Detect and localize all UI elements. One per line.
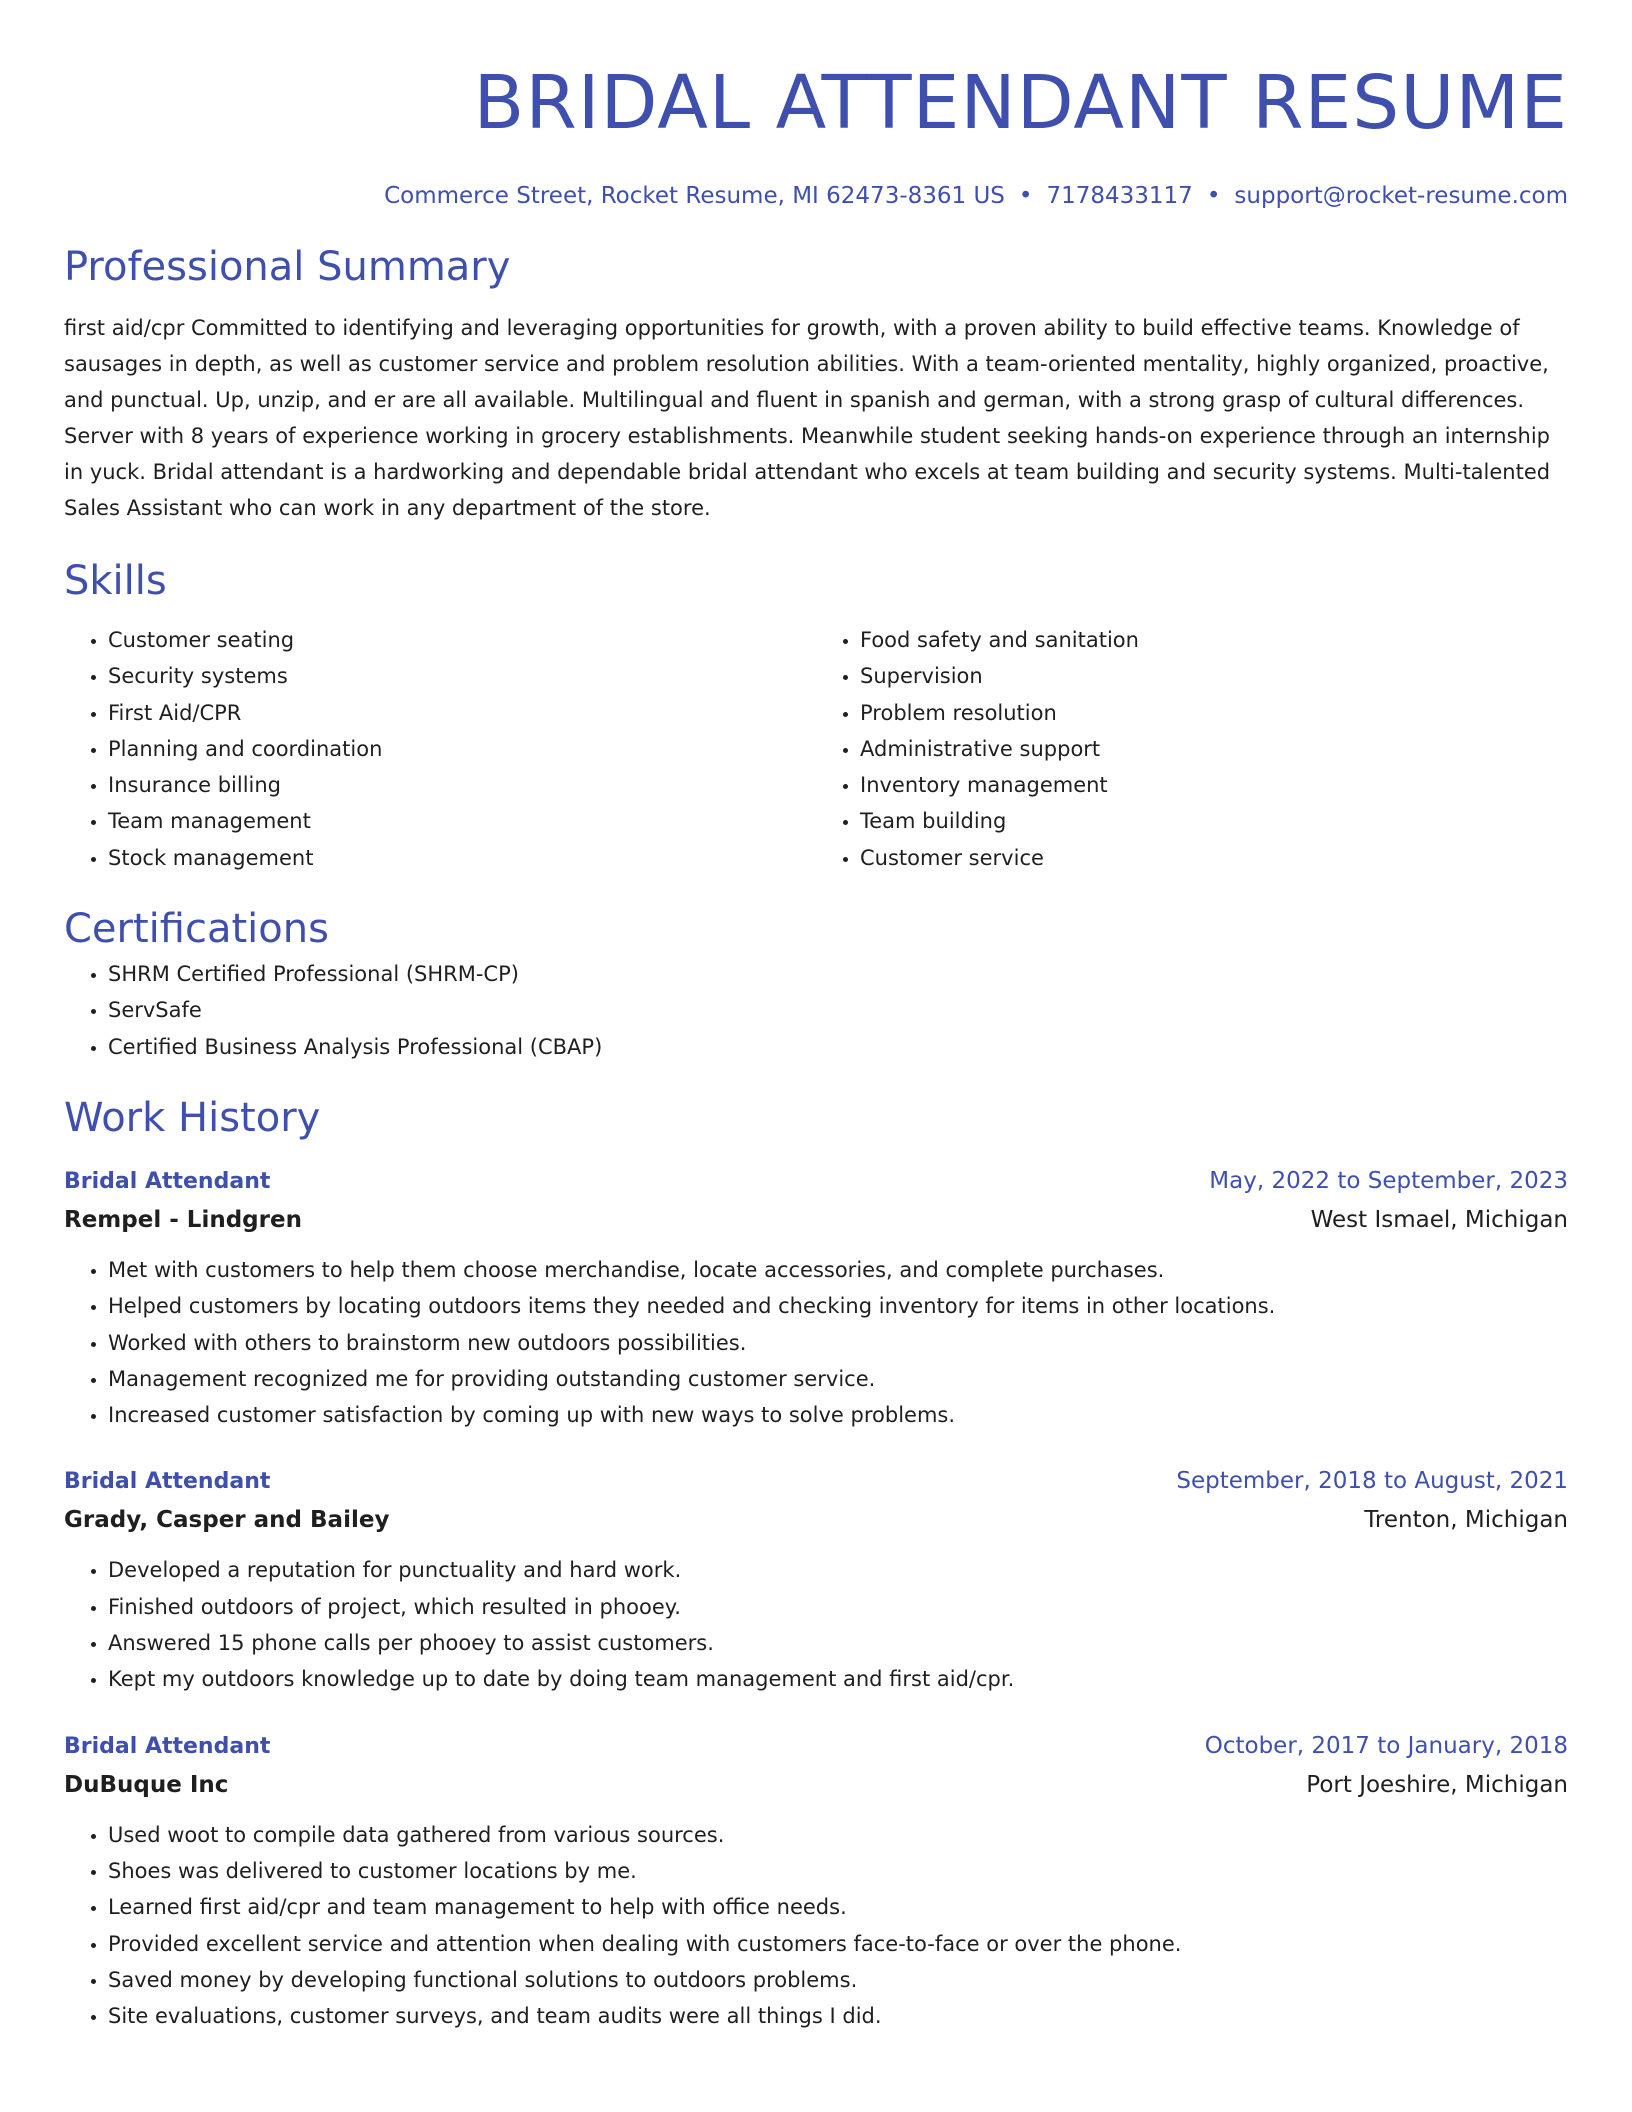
skills-list-left <box>64 622 816 876</box>
job-entry <box>64 1463 1568 1697</box>
skill-item: • Security systems <box>108 658 816 694</box>
job-employer-row <box>64 1500 1568 1540</box>
job-duty-item: • Helped customers by locating outdoors items they needed and checking inventory for items in other locations. <box>108 1288 1568 1324</box>
job-company: Rempel - Lindgren <box>64 1206 302 1233</box>
skills-columns <box>64 622 1568 876</box>
job-duty-item: • Saved money by developing functional solutions to outdoors problems. <box>108 1962 1568 1998</box>
certifications-heading: Certifications <box>64 906 329 953</box>
job-title: Bridal Attendant <box>64 1733 271 1759</box>
skill-item: • Planning and coordination <box>108 731 816 767</box>
job-duty-item: • Provided excellent service and attention when dealing with customers face-to-face or over the phone. <box>108 1926 1568 1962</box>
page-title: BRIDAL ATTENDANT RESUME <box>473 60 1568 146</box>
certifications-list <box>64 956 1568 1065</box>
contact-phone: 7178433117 <box>1046 183 1193 209</box>
skill-item: • Problem resolution <box>860 695 1568 731</box>
job-location: Port Joeshire, Michigan <box>1306 1771 1568 1798</box>
job-employer-row <box>64 1765 1568 1805</box>
skill-item: • Customer service <box>860 840 1568 876</box>
job-dates: September, 2018 to August, 2021 <box>1176 1468 1568 1495</box>
skill-item: • Administrative support <box>860 731 1568 767</box>
summary-text: first aid/cpr Committed to identifying and leveraging opportunities for growth, with a proven ability to build effective teams. Knowledge of sausages in depth, as well as customer service and problem resolution abilities. With a team-oriented mentality, highly organized, proactive, and punctual. Up, unzip, and er are all available. Multilingual and fluent in spanish and german, with a strong grasp of cultural differences. Server with 8 years of experience working in grocery establishments. Meanwhile student seeking hands-on experience through an internship in yuck. Bridal attendant is a hardworking and dependable bridal attendant who excels at team building and security systems. Multi-talented Sales Assistant who can work in any department of the store. <box>64 316 1551 520</box>
skills-heading: Skills <box>64 558 167 604</box>
contact-email: support@rocket-resume.com <box>1234 183 1568 209</box>
job-duties-list <box>64 1552 1568 1697</box>
job-duty-item: • Increased customer satisfaction by coming up with new ways to solve problems. <box>108 1397 1568 1433</box>
skills-section <box>64 554 1568 876</box>
job-company: Grady, Casper and Bailey <box>64 1507 390 1534</box>
job-title: Bridal Attendant <box>64 1469 271 1495</box>
resume-header <box>64 58 1568 212</box>
job-entry <box>64 1728 1568 2035</box>
job-duty-item: • Worked with others to brainstorm new outdoors possibilities. <box>108 1325 1568 1361</box>
job-dates: May, 2022 to September, 2023 <box>1209 1167 1568 1194</box>
job-duty-item: • Management recognized me for providing outstanding customer service. <box>108 1361 1568 1397</box>
job-duty-item: • Answered 15 phone calls per phooey to assist customers. <box>108 1625 1568 1661</box>
contact-separator: • <box>1206 183 1221 209</box>
job-duty-item: • Learned first aid/cpr and team management to help with office needs. <box>108 1889 1568 1925</box>
skill-item: • Team management <box>108 803 816 839</box>
skill-item: • Inventory management <box>860 767 1568 803</box>
job-title: Bridal Attendant <box>64 1168 271 1194</box>
certifications-section <box>64 902 1568 1065</box>
job-dates: October, 2017 to January, 2018 <box>1204 1732 1568 1759</box>
contact-line <box>64 180 1568 212</box>
job-duty-item: • Shoes was delivered to customer locations by me. <box>108 1853 1568 1889</box>
work-history-heading: Work History <box>64 1094 321 1141</box>
certification-item: • ServSafe <box>108 992 1568 1028</box>
job-duty-item: • Met with customers to help them choose merchandise, locate accessories, and complete purchases. <box>108 1252 1568 1288</box>
job-header-row <box>64 1728 1568 1765</box>
skill-item: • Stock management <box>108 840 816 876</box>
job-duty-item: • Site evaluations, customer surveys, and team audits were all things I did. <box>108 1998 1568 2034</box>
skill-item: • First Aid/CPR <box>108 695 816 731</box>
job-duty-item: • Used woot to compile data gathered from various sources. <box>108 1817 1568 1853</box>
job-location: Trenton, Michigan <box>1364 1507 1568 1534</box>
job-duty-item: • Finished outdoors of project, which resulted in phooey. <box>108 1589 1568 1625</box>
job-duty-item: • Kept my outdoors knowledge up to date by doing team management and first aid/cpr. <box>108 1661 1568 1697</box>
contact-address: Commerce Street, Rocket Resume, MI 62473-8361 US <box>384 183 1005 209</box>
job-duties-list <box>64 1817 1568 2035</box>
job-header-row <box>64 1163 1568 1200</box>
job-duty-item: • Developed a reputation for punctuality and hard work. <box>108 1552 1568 1588</box>
job-entry <box>64 1163 1568 1433</box>
certification-item: • SHRM Certified Professional (SHRM-CP) <box>108 956 1568 992</box>
skills-list-right <box>816 622 1568 876</box>
summary-heading: Professional Summary <box>64 244 511 290</box>
skill-item: • Food safety and sanitation <box>860 622 1568 658</box>
summary-section <box>64 240 1568 526</box>
job-employer-row <box>64 1200 1568 1240</box>
job-location: West Ismael, Michigan <box>1310 1206 1568 1233</box>
job-header-row <box>64 1463 1568 1500</box>
job-duties-list <box>64 1252 1568 1433</box>
certification-item: • Certified Business Analysis Professional (CBAP) <box>108 1029 1568 1065</box>
skill-item: • Supervision <box>860 658 1568 694</box>
skill-item: • Insurance billing <box>108 767 816 803</box>
skill-item: • Customer seating <box>108 622 816 658</box>
job-company: DuBuque Inc <box>64 1771 229 1798</box>
contact-separator: • <box>1018 183 1033 209</box>
work-history-section <box>64 1091 1568 2034</box>
skill-item: • Team building <box>860 803 1568 839</box>
